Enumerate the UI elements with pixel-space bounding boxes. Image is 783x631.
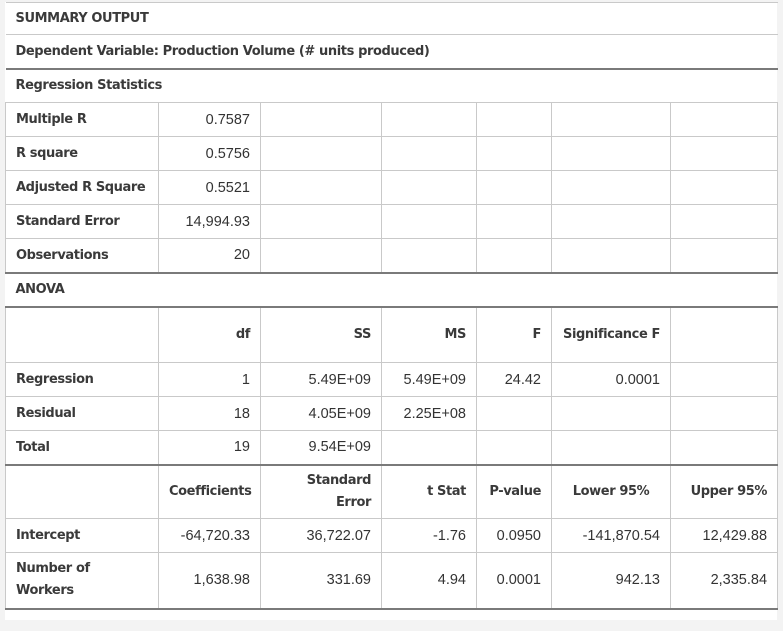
- anova-row-label: Residual: [6, 397, 159, 431]
- coefficient-row: [6, 553, 778, 609]
- regression-statistics-heading: Regression Statistics: [6, 69, 778, 103]
- upper-95-value: 12,429.88: [671, 519, 778, 553]
- t-stat-value: 4.94: [382, 553, 477, 609]
- stat-row: [6, 205, 778, 239]
- df-header: df: [159, 307, 261, 363]
- anova-f: 24.42: [477, 363, 552, 397]
- stat-label: R square: [6, 137, 159, 171]
- standard-error-header: Standard Error: [261, 465, 382, 519]
- p-value: 0.0950: [477, 519, 552, 553]
- stat-label: Adjusted R Square: [6, 171, 159, 205]
- anova-significance-f: [552, 431, 671, 465]
- stat-row: [6, 103, 778, 137]
- summary-title: SUMMARY OUTPUT: [6, 3, 778, 35]
- stat-row: [6, 137, 778, 171]
- anova-ms: 5.49E+09: [382, 363, 477, 397]
- anova-header-row: [6, 307, 778, 363]
- anova-ms: 2.25E+08: [382, 397, 477, 431]
- anova-heading-row: [6, 273, 778, 307]
- anova-ss: 4.05E+09: [261, 397, 382, 431]
- anova-df: 19: [159, 431, 261, 465]
- anova-row-label: Regression: [6, 363, 159, 397]
- p-value: 0.0001: [477, 553, 552, 609]
- stat-value: 20: [159, 239, 261, 273]
- anova-significance-f: 0.0001: [552, 363, 671, 397]
- coefficients-header-row: [6, 465, 778, 519]
- anova-row: [6, 397, 778, 431]
- anova-ss: 9.54E+09: [261, 431, 382, 465]
- stat-row: [6, 171, 778, 205]
- coefficients-header: Coefficients: [159, 465, 261, 519]
- anova-heading: ANOVA: [6, 273, 778, 307]
- anova-df: 1: [159, 363, 261, 397]
- coefficient-row: [6, 519, 778, 553]
- lower-95-value: -141,870.54: [552, 519, 671, 553]
- dependent-variable-row: [6, 35, 778, 69]
- anova-row: [6, 363, 778, 397]
- coefficient-value: -64,720.33: [159, 519, 261, 553]
- p-value-header: P-value: [477, 465, 552, 519]
- coefficient-value: 1,638.98: [159, 553, 261, 609]
- anova-significance-f: [552, 397, 671, 431]
- anova-f: [477, 397, 552, 431]
- anova-ss: 5.49E+09: [261, 363, 382, 397]
- stat-label: Observations: [6, 239, 159, 273]
- standard-error-value: 36,722.07: [261, 519, 382, 553]
- coefficient-row-label: Number of Workers: [6, 553, 159, 609]
- significance-f-header: Significance F: [552, 307, 671, 363]
- f-header: F: [477, 307, 552, 363]
- lower-95-header: Lower 95%: [552, 465, 671, 519]
- coefficient-row-label: Intercept: [6, 519, 159, 553]
- upper-95-value: 2,335.84: [671, 553, 778, 609]
- standard-error-value: 331.69: [261, 553, 382, 609]
- anova-ms: [382, 431, 477, 465]
- regression-summary-sheet: [5, 2, 777, 620]
- stat-value: 0.5756: [159, 137, 261, 171]
- anova-row: [6, 431, 778, 465]
- anova-df: 18: [159, 397, 261, 431]
- upper-95-header: Upper 95%: [671, 465, 778, 519]
- anova-row-label: Total: [6, 431, 159, 465]
- regression-statistics-heading-row: [6, 69, 778, 103]
- stat-label: Standard Error: [6, 205, 159, 239]
- title-row: [6, 3, 778, 35]
- dependent-variable: Dependent Variable: Production Volume (# units produced): [6, 35, 778, 69]
- ms-header: MS: [382, 307, 477, 363]
- t-stat-value: -1.76: [382, 519, 477, 553]
- lower-95-value: 942.13: [552, 553, 671, 609]
- stat-value: 14,994.93: [159, 205, 261, 239]
- stat-value: 0.7587: [159, 103, 261, 137]
- anova-f: [477, 431, 552, 465]
- regression-summary-table: [5, 2, 778, 610]
- stat-row: [6, 239, 778, 273]
- t-stat-header: t Stat: [382, 465, 477, 519]
- stat-label: Multiple R: [6, 103, 159, 137]
- stat-value: 0.5521: [159, 171, 261, 205]
- ss-header: SS: [261, 307, 382, 363]
